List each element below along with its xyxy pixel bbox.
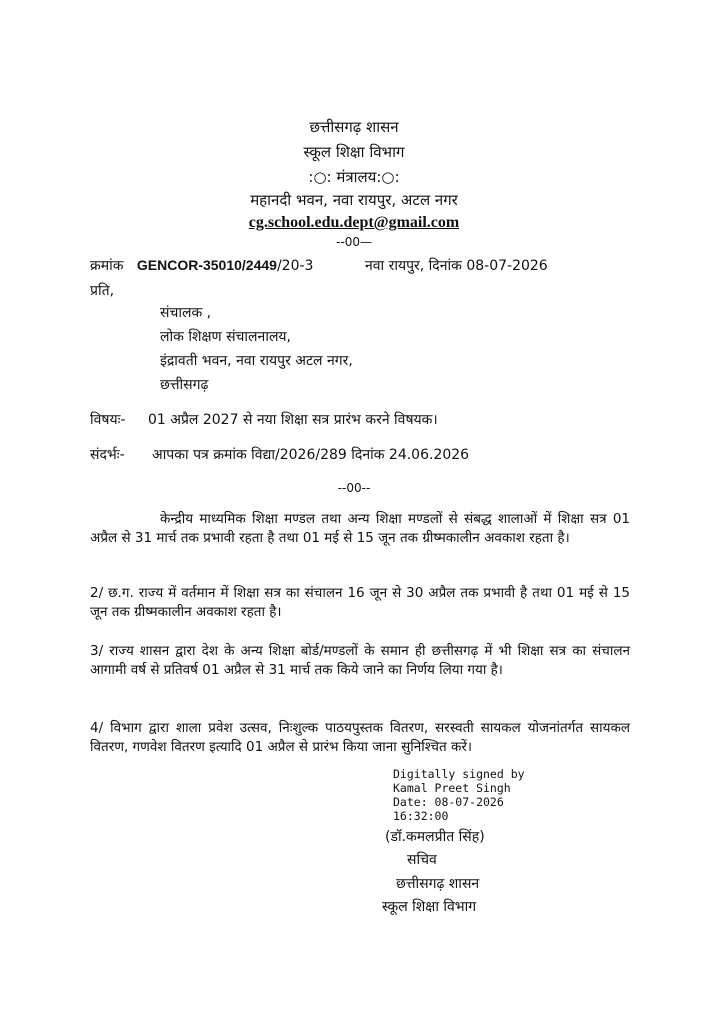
signatory-govt: छत्तीसगढ़ शासन xyxy=(396,876,480,892)
office-address: महानदी भवन, नवा रायपुर, अटल नगर xyxy=(250,191,458,209)
subject-text: 01 अप्रैल 2027 से नया शिक्षा सत्र प्रारंभ करने विषयक। xyxy=(148,412,438,428)
recipient-line: लोक शिक्षण संचालनालय, xyxy=(160,329,292,345)
paragraph-4: 4/ विभाग द्वारा शाला प्रवेश उत्सव, निःशुल्क पाठयपुस्तक वितरण, सरस्वती सायकल योजनांतर्गत सायकल वितरण, गणवेश वितरण इत्यादि 01 अप्रैल से प्रारंभ किया जाना सुनिश्चित करें। xyxy=(90,720,630,755)
recipient-line: संचालक , xyxy=(160,305,212,321)
ministry-label: :○: मंत्रालय:○: xyxy=(308,168,400,186)
signatory-department: स्कूल शिक्षा विभाग xyxy=(382,899,477,915)
reference-line xyxy=(90,256,313,275)
email-link[interactable]: cg.school.edu.dept@gmail.com xyxy=(248,214,460,231)
reference-label: क्रमांक xyxy=(90,258,124,274)
paragraph-2: 2/ छ.ग. राज्य में वर्तमान में शिक्षा सत्र का संचालन 16 जून से 30 अप्रैल तक प्रभावी है तथा 01 मई से 15 जून तक ग्रीष्मकालीन अवकाश रहता है। xyxy=(90,585,630,620)
reference-number: GENCOR-35010/2449 xyxy=(136,257,277,273)
recipient-line: इंद्रावती भवन, नवा रायपुर अटल नगर, xyxy=(160,353,353,369)
paragraph-3: 3/ राज्य शासन द्वारा देश के अन्य शिक्षा बोर्ड/मण्डलों के समान ही छत्तीसगढ़ में भी शिक्षा सत्र का संचालन आगामी वर्ष से प्रतिवर्ष 01 अप्रैल से 31 मार्च तक किये जाने का निर्णय लिया गया है। xyxy=(90,643,630,678)
subject-label: विषयः- xyxy=(90,412,126,428)
sandarbh-label: संदर्भः- xyxy=(90,447,125,463)
recipient-line: छत्तीसगढ़ xyxy=(160,377,209,393)
reference-suffix: /20-3 xyxy=(276,258,314,274)
prati-label: प्रति, xyxy=(90,283,115,299)
sandarbh-text: आपका पत्र क्रमांक विद्या/2026/289 दिनांक 24.06.2026 xyxy=(152,447,470,463)
place-date: नवा रायपुर, दिनांक 08-07-2026 xyxy=(365,258,548,274)
govt-name: छत्तीसगढ़ शासन xyxy=(309,118,399,136)
signatory-designation: सचिव xyxy=(407,852,437,868)
signatory-name: (डॉ.कमलप्रीत सिंह) xyxy=(385,829,485,845)
paragraph-1: केन्द्रीय माध्यमिक शिक्षा मण्डल तथा अन्य शिक्षा मण्डलों से संबद्ध शालाओं में शिक्षा सत्र 01 अप्रैल से 31 मार्च तक प्रभावी रहता है तथा 01 मई से 15 जून तक ग्रीष्मकालीन अवकाश रहता है। xyxy=(90,511,630,546)
body-separator: --00-- xyxy=(337,481,371,495)
digital-signature: Digitally signed by Kamal Preet Singh Date: 08-07-2026 16:32:00 xyxy=(393,767,525,823)
department-name: स्कूल शिक्षा विभाग xyxy=(303,143,405,161)
header-separator: --00— xyxy=(336,235,372,249)
